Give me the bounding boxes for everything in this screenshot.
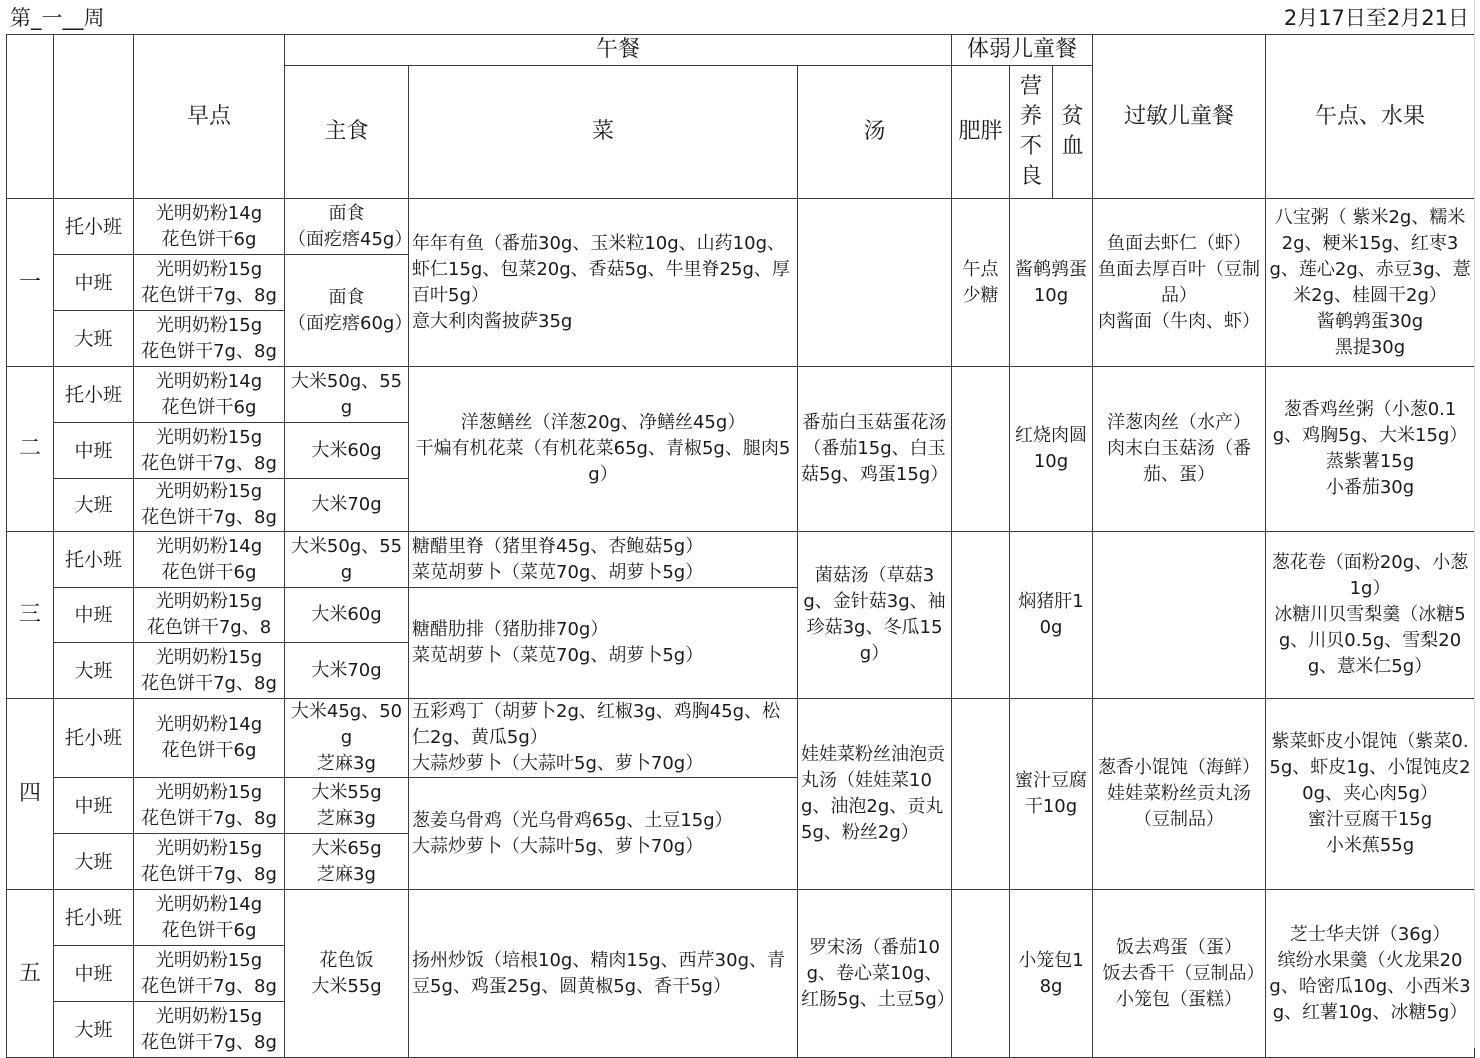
allergy-cell: 洋葱肉丝（水产） 肉末白玉菇汤（番茄、蛋） bbox=[1093, 367, 1266, 532]
breakfast-cell: 光明奶粉15g 花色饼干7g、8g bbox=[134, 946, 285, 1002]
class-label: 中班 bbox=[54, 778, 134, 834]
allergy-cell bbox=[1093, 532, 1266, 699]
class-label: 托小班 bbox=[54, 199, 134, 255]
class-label: 大班 bbox=[54, 311, 134, 367]
breakfast-cell: 光明奶粉15g 花色饼干7g、8g bbox=[134, 834, 285, 890]
breakfast-cell: 光明奶粉15g 花色饼干7g、8g bbox=[134, 423, 285, 479]
breakfast-cell: 光明奶粉14g 花色饼干6g bbox=[134, 532, 285, 588]
anemia-cell: 红烧肉圆10g bbox=[1010, 367, 1093, 532]
header-malnourished: 营养不良 bbox=[1010, 66, 1053, 199]
soup-cell: 罗宋汤（番茄10g、卷心菜10g、红肠5g、土豆5g） bbox=[798, 890, 952, 1058]
anemia-cell: 蜜汁豆腐干10g bbox=[1010, 699, 1093, 890]
header-snack-fruit: 午点、水果 bbox=[1266, 35, 1475, 199]
dish-cell: 葱姜乌骨鸡（光乌骨鸡65g、土豆15g） 大蒜炒萝卜（大蒜叶5g、萝卜70g） bbox=[409, 778, 798, 890]
snack-cell: 芝士华夫饼（36g） 缤纷水果羹（火龙果20g、哈密瓜10g、小西米3g、红薯10g、冰糖5g） bbox=[1266, 890, 1475, 1058]
snack-cell: 葱花卷（面粉20g、小葱1g） 冰糖川贝雪梨羹（冰糖5g、川贝0.5g、雪梨20g、薏米仁5g） bbox=[1266, 532, 1475, 699]
allergy-cell: 葱香小馄饨（海鲜）娃娃菜粉丝贡丸汤（豆制品） bbox=[1093, 699, 1266, 890]
breakfast-cell: 光明奶粉15g 花色饼干7g、8 bbox=[134, 588, 285, 643]
snack-cell: 紫菜虾皮小馄饨（紫菜0.5g、虾皮1g、小馄饨皮20g、夹心肉5g） 蜜汁豆腐干15g 小米蕉55g bbox=[1266, 699, 1475, 890]
breakfast-cell: 光明奶粉14g 花色饼干6g bbox=[134, 890, 285, 946]
class-label: 中班 bbox=[54, 588, 134, 643]
day-label: 四 bbox=[7, 699, 54, 890]
staple-cell: 大米70g bbox=[285, 479, 409, 532]
dish-cell: 年年有鱼（番茄30g、玉米粒10g、山药10g、虾仁15g、包菜20g、香菇5g、牛里脊25g、厚百叶5g） 意大利肉酱披萨35g bbox=[409, 199, 798, 367]
obese-cell bbox=[952, 699, 1010, 890]
header-soup: 汤 bbox=[798, 66, 952, 199]
staple-cell: 大米45g、50g 芝麻3g bbox=[285, 699, 409, 778]
class-label: 托小班 bbox=[54, 699, 134, 778]
day-label: 五 bbox=[7, 890, 54, 1058]
header-weak-children: 体弱儿童餐 bbox=[952, 35, 1093, 66]
header-anemia: 贫血 bbox=[1053, 66, 1093, 199]
staple-cell: 大米50g、55g bbox=[285, 532, 409, 588]
date-range: 2月17日至2月21日 bbox=[1283, 6, 1469, 30]
staple-cell: 大米55g 芝麻3g bbox=[285, 778, 409, 834]
dish-cell: 糖醋肋排（猪肋排70g） 菜苋胡萝卜（菜苋70g、胡萝卜5g） bbox=[409, 588, 798, 699]
day-label: 三 bbox=[7, 532, 54, 699]
header-obese: 肥胖 bbox=[952, 66, 1010, 199]
staple-cell: 大米60g bbox=[285, 588, 409, 643]
class-label: 托小班 bbox=[54, 367, 134, 423]
class-label: 中班 bbox=[54, 423, 134, 479]
allergy-cell: 饭去鸡蛋（蛋） 饭去香干（豆制品） 小笼包（蛋糕） bbox=[1093, 890, 1266, 1058]
sheet-gridline bbox=[1474, 0, 1480, 1048]
dish-cell: 洋葱鳝丝（洋葱20g、净鳝丝45g） 干煸有机花菜（有机花菜65g、青椒5g、腿肉5g） bbox=[409, 367, 798, 532]
staple-cell: 大米60g bbox=[285, 423, 409, 479]
staple-cell: 面食 （面疙瘩45g） bbox=[285, 199, 409, 255]
class-label: 大班 bbox=[54, 1002, 134, 1058]
soup-cell: 娃娃菜粉丝油泡贡丸汤（娃娃菜10g、油泡2g、贡丸5g、粉丝2g） bbox=[798, 699, 952, 890]
soup-cell: 番茄白玉菇蛋花汤（番茄15g、白玉菇5g、鸡蛋15g） bbox=[798, 367, 952, 532]
class-label: 大班 bbox=[54, 834, 134, 890]
staple-cell: 面食 （面疙瘩60g） bbox=[285, 255, 409, 367]
week-label: 第_一__周 bbox=[10, 6, 105, 30]
dish-cell: 五彩鸡丁（胡萝卜2g、红椒3g、鸡胸45g、松仁2g、黄瓜5g） 大蒜炒萝卜（大蒜叶5g、萝卜70g） bbox=[409, 699, 798, 778]
breakfast-cell: 光明奶粉14g 花色饼干6g bbox=[134, 199, 285, 255]
weekly-menu-table bbox=[6, 34, 1475, 1058]
header-lunch: 午餐 bbox=[285, 35, 952, 66]
breakfast-cell: 光明奶粉14g 花色饼干6g bbox=[134, 699, 285, 778]
header-breakfast: 早点 bbox=[134, 35, 285, 199]
soup-cell: 菌菇汤（草菇3g、金针菇3g、袖珍菇3g、冬瓜15g） bbox=[798, 532, 952, 699]
allergy-cell: 鱼面去虾仁（虾） 鱼面去厚百叶（豆制品） 肉酱面（牛肉、虾） bbox=[1093, 199, 1266, 367]
class-label: 大班 bbox=[54, 643, 134, 699]
header-blank-class bbox=[54, 35, 134, 199]
day-label: 二 bbox=[7, 367, 54, 532]
staple-cell: 大米70g bbox=[285, 643, 409, 699]
dish-cell: 糖醋里脊（猪里脊45g、杏鲍菇5g） 菜苋胡萝卜（菜苋70g、胡萝卜5g） bbox=[409, 532, 798, 588]
breakfast-cell: 光明奶粉15g 花色饼干7g、8g bbox=[134, 311, 285, 367]
class-label: 中班 bbox=[54, 946, 134, 1002]
soup-cell bbox=[798, 199, 952, 367]
snack-cell: 八宝粥（ 紫米2g、糯米2g、粳米15g、红枣3g、莲心2g、赤豆3g、薏米2g、桂圆干2g） 酱鹌鹑蛋30g 黑提30g bbox=[1266, 199, 1475, 367]
header-blank-day bbox=[7, 35, 54, 199]
breakfast-cell: 光明奶粉15g 花色饼干7g、8g bbox=[134, 479, 285, 532]
dish-cell: 扬州炒饭（培根10g、精肉15g、西芹30g、青豆5g、鸡蛋25g、圆黄椒5g、香干5g） bbox=[409, 890, 798, 1058]
class-label: 中班 bbox=[54, 255, 134, 311]
class-label: 托小班 bbox=[54, 532, 134, 588]
anemia-cell: 焖猪肝10g bbox=[1010, 532, 1093, 699]
breakfast-cell: 光明奶粉15g 花色饼干7g、8g bbox=[134, 255, 285, 311]
anemia-cell: 酱鹌鹑蛋10g bbox=[1010, 199, 1093, 367]
obese-cell bbox=[952, 532, 1010, 699]
obese-cell: 午点少糖 bbox=[952, 199, 1010, 367]
breakfast-cell: 光明奶粉15g 花色饼干7g、8g bbox=[134, 778, 285, 834]
day-label: 一 bbox=[7, 199, 54, 367]
staple-cell: 花色饭 大米55g bbox=[285, 890, 409, 1058]
header-dish: 菜 bbox=[409, 66, 798, 199]
snack-cell: 葱香鸡丝粥（小葱0.1g、鸡胸5g、大米15g） 蒸紫薯15g 小番茄30g bbox=[1266, 367, 1475, 532]
breakfast-cell: 光明奶粉15g 花色饼干7g、8g bbox=[134, 643, 285, 699]
anemia-cell: 小笼包18g bbox=[1010, 890, 1093, 1058]
obese-cell bbox=[952, 890, 1010, 1058]
staple-cell: 大米65g 芝麻3g bbox=[285, 834, 409, 890]
breakfast-cell: 光明奶粉15g 花色饼干7g、8g bbox=[134, 1002, 285, 1058]
obese-cell bbox=[952, 367, 1010, 532]
class-label: 大班 bbox=[54, 479, 134, 532]
class-label: 托小班 bbox=[54, 890, 134, 946]
header-allergy: 过敏儿童餐 bbox=[1093, 35, 1266, 199]
breakfast-cell: 光明奶粉14g 花色饼干6g bbox=[134, 367, 285, 423]
header-staple: 主食 bbox=[285, 66, 409, 199]
staple-cell: 大米50g、55g bbox=[285, 367, 409, 423]
